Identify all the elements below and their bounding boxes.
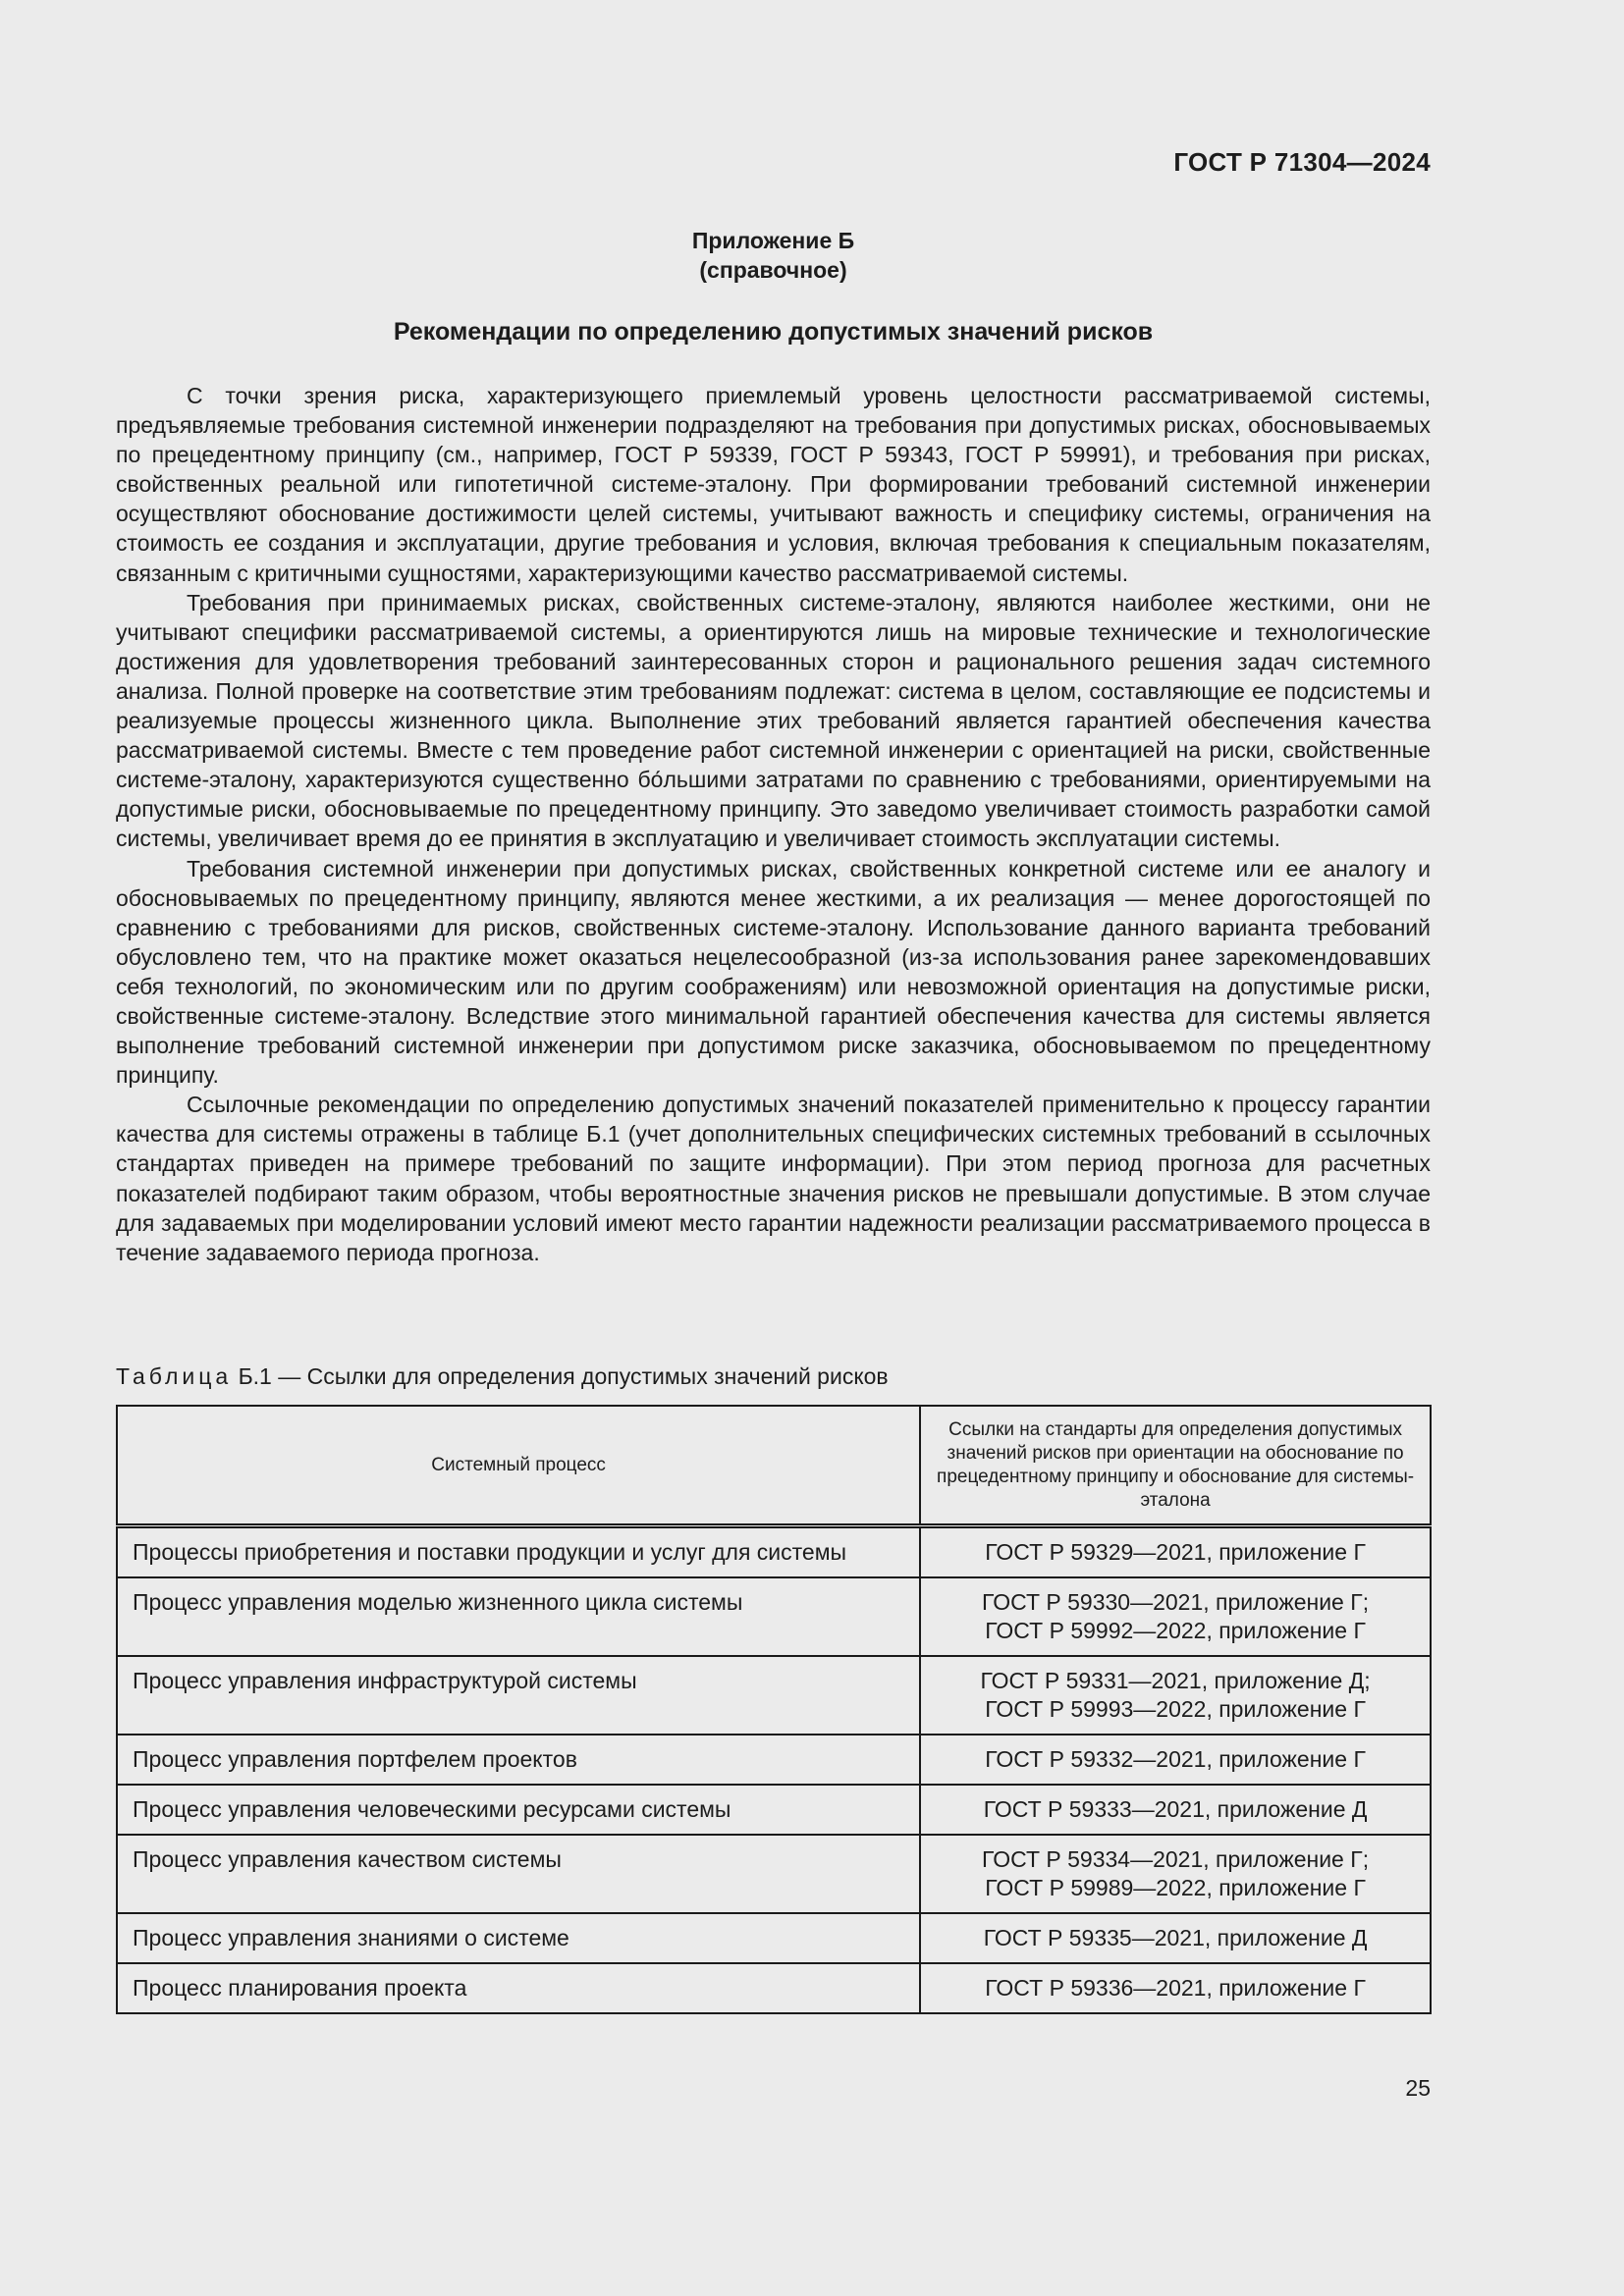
standard-ref: ГОСТ Р 59329—2021, приложение Г	[985, 1539, 1366, 1565]
standard-cell	[920, 1735, 1431, 1785]
appendix-heading	[116, 226, 1431, 285]
standard-cell	[920, 1963, 1431, 2013]
table-row	[117, 1963, 1431, 2013]
process-cell: Процесс управления моделью жизненного цикла системы	[117, 1577, 920, 1656]
standard-ref: ГОСТ Р 59335—2021, приложение Д	[983, 1925, 1368, 1950]
table-caption-text: Б.1 — Ссылки для определения допустимых значений рисков	[238, 1363, 889, 1389]
process-cell: Процесс управления человеческими ресурсами системы	[117, 1785, 920, 1835]
process-cell: Процесс управления инфраструктурой системы	[117, 1656, 920, 1735]
table-row	[117, 1526, 1431, 1578]
standard-ref: ГОСТ Р 59992—2022, приложение Г	[985, 1618, 1366, 1643]
table-row	[117, 1913, 1431, 1963]
process-cell: Процесс планирования проекта	[117, 1963, 920, 2013]
standard-ref: ГОСТ Р 59993—2022, приложение Г	[985, 1696, 1366, 1722]
appendix-title: Приложение Б	[691, 228, 855, 253]
references-table	[116, 1405, 1432, 2014]
paragraph: Ссылочные рекомендации по определению допустимых значений показателей применительно к процессу гарантии качества для системы отражены в таблице Б.1 (учет дополнительных специфических системных требований в ссылочных стандартах приведен на примере требований по защите информации). При этом период прогноза для расчетных показателей подбирают таким образом, чтобы вероятностные значения рисков не превышали допустимые. В этом случае для задаваемых при моделировании условий имеют место гарантии надежности реализации рассматриваемого процесса в течение задаваемого периода прогноза.	[116, 1092, 1431, 1265]
table-row	[117, 1656, 1431, 1735]
process-cell: Процесс управления качеством системы	[117, 1835, 920, 1913]
table-row	[117, 1735, 1431, 1785]
paragraph: Требования при принимаемых рисках, свойственных системе-эталону, являются наиболее жесткими, они не учитывают специфики рассматриваемой системы, а ориентируются лишь на мировые технические и технологические достижения для удовлетворения требований заинтересованных сторон и рационального решения задач системного анализа. Полной проверке на соответствие этим требованиям подлежат: система в целом, составляющие ее подсистемы и реализуемые процессы жизненного цикла. Выполнение этих требований является гарантией обеспечения качества рассматриваемой системы. Вместе с тем проведение работ системной инженерии с ориентацией на риски, свойственные системе-эталону, характеризуются существенно бо́льшими затратами по сравнению с требованиями, ориентируемыми на допустимые риски, обосновываемые по прецедентному принципу. Это заведомо увеличивает стоимость разработки самой системы, увеличивает время до ее принятия в эксплуатацию и увеличивает стоимость эксплуатации системы.	[116, 589, 1431, 852]
document-code: ГОСТ Р 71304—2024	[1173, 147, 1431, 177]
standard-ref: ГОСТ Р 59989—2022, приложение Г	[985, 1875, 1366, 1900]
process-cell: Процесс управления портфелем проектов	[117, 1735, 920, 1785]
page-number: 25	[1405, 2075, 1431, 2101]
table-row	[117, 1785, 1431, 1835]
standard-cell	[920, 1577, 1431, 1656]
standard-cell	[920, 1913, 1431, 1963]
standard-cell	[920, 1656, 1431, 1735]
standard-ref: ГОСТ Р 59330—2021, приложение Г;	[982, 1589, 1370, 1615]
standard-cell	[920, 1785, 1431, 1835]
standard-ref: ГОСТ Р 59333—2021, приложение Д	[983, 1796, 1368, 1822]
process-cell: Процесс управления знаниями о системе	[117, 1913, 920, 1963]
section-title: Рекомендации по определению допустимых значений рисков	[393, 318, 1154, 346]
standard-ref: ГОСТ Р 59334—2021, приложение Г;	[982, 1846, 1370, 1872]
body-text	[116, 381, 1431, 1267]
standard-cell	[920, 1835, 1431, 1913]
table-row	[117, 1835, 1431, 1913]
table-caption	[116, 1363, 889, 1390]
process-cell: Процессы приобретения и поставки продукции и услуг для системы	[117, 1526, 920, 1578]
table-row	[117, 1577, 1431, 1656]
standard-ref: ГОСТ Р 59332—2021, приложение Г	[985, 1746, 1366, 1772]
appendix-subtitle: (справочное)	[699, 257, 847, 283]
paragraph: С точки зрения риска, характеризующего приемлемый уровень целостности рассматриваемой системы, предъявляемые требования системной инженерии подразделяют на требования при допустимых рисках, обосновываемых по прецедентному принципу (см., например, ГОСТ Р 59339, ГОСТ Р 59343, ГОСТ Р 59991), и требования при рисках, свойственных реальной или гипотетичной системе-эталону. При формировании требований системной инженерии осуществляют обоснование достижимости целей системы, учитывают важность и специфику системы, ограничения на стоимость ее создания и эксплуатации, другие требования и условия, включая требования к специальным показателям, связанным с критичными сущностями, характеризующими качество рассматриваемой системы.	[116, 383, 1431, 586]
standard-ref: ГОСТ Р 59331—2021, приложение Д;	[980, 1668, 1371, 1693]
standard-ref: ГОСТ Р 59336—2021, приложение Г	[985, 1975, 1366, 2001]
table-header-row	[117, 1406, 1431, 1526]
header-system-process: Системный процесс	[117, 1406, 920, 1526]
paragraph: Требования системной инженерии при допустимых рисках, свойственных конкретной системе или ее аналогу и обосновываемых по прецедентному принципу, являются менее жесткими, а их реализация — менее дорогостоящей по сравнению с требованиями для рисков, свойственных системе-эталону. Использование данного варианта требований обусловлено тем, что на практике может оказаться нецелесообразной (из-за использования ранее зарекомендовавших себя технологий, по экономическим или по другим соображениям) или невозможной ориентация на допустимые риски, свойственные системе-эталону. Вследствие этого минимальной гарантией обеспечения качества для системы является выполнение требований системной инженерии при допустимом риске заказчика, обосновываемом по прецедентному принципу.	[116, 855, 1431, 1089]
header-standard-refs: Ссылки на стандарты для определения допустимых значений рисков при ориентации на обоснование по прецедентному принципу и обоснование для системы-эталона	[920, 1406, 1431, 1526]
table-caption-label: Таблица	[116, 1363, 233, 1389]
standard-cell	[920, 1526, 1431, 1578]
